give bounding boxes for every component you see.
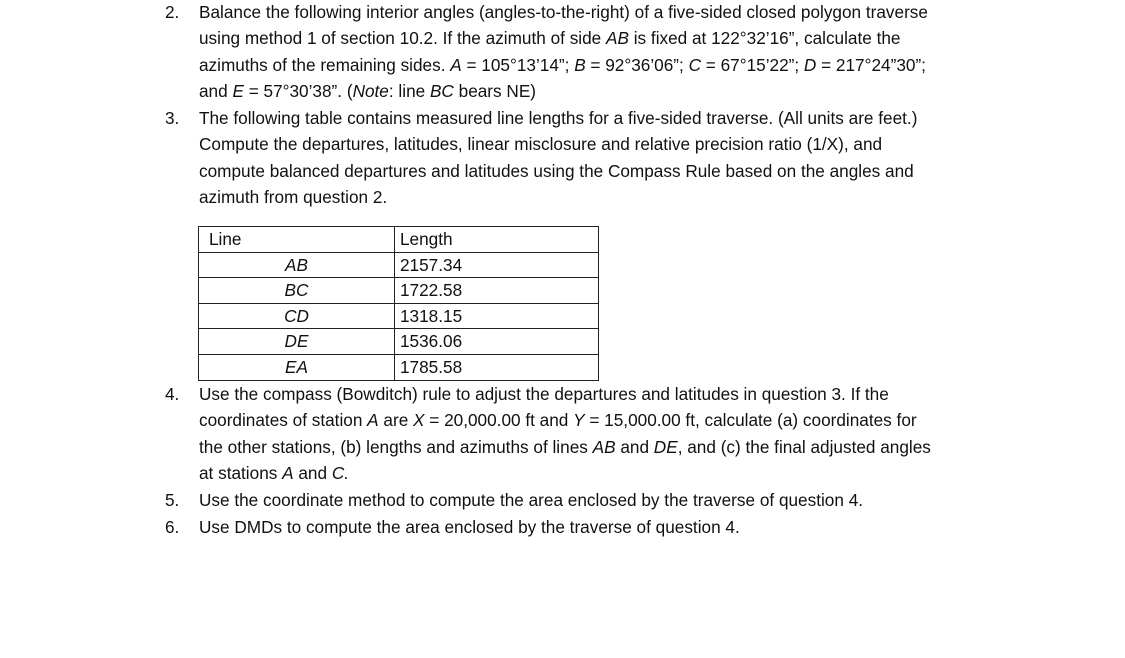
text-run: The following table contains measured line lengths for a five-sided traverse. (All units are feet.) (199, 108, 918, 128)
cell-length: 2157.34 (395, 252, 599, 278)
italic-symbol: A (450, 54, 462, 75)
table-row (199, 354, 599, 380)
text-run: = 217°24”30”; (816, 54, 926, 75)
text-run: at stations (199, 463, 283, 484)
italic-symbol: BC (429, 81, 454, 102)
italic-symbol: D (803, 54, 817, 75)
text-run: = 15,000.00 ft, calculate (a) coordinates for (584, 410, 917, 431)
text-run: and (199, 81, 233, 102)
text-run: azimuth from question 2. (199, 187, 388, 208)
table-row (199, 303, 599, 329)
question-text-line (199, 52, 999, 78)
cell-length: 1722.58 (395, 278, 599, 304)
question-text-line (199, 158, 999, 184)
italic-symbol: C (688, 54, 701, 75)
text-run: is fixed at 122°32’16”, calculate the (628, 28, 901, 49)
question-text-line (199, 487, 999, 513)
question-text-line (199, 460, 999, 486)
cell-length: 1785.58 (395, 354, 599, 380)
text-run: = 67°15’22”; (701, 54, 804, 75)
question-text-line (199, 434, 999, 460)
text-run: = 105°13’14”; (461, 54, 575, 75)
text-run: and (293, 463, 332, 484)
question-number: 2. (165, 2, 180, 22)
text-run: Use the coordinate method to compute the area enclosed by the traverse of question 4. (199, 490, 864, 510)
italic-symbol: A (367, 410, 379, 431)
cell-length: 1536.06 (395, 329, 599, 355)
question-text-line (199, 0, 999, 25)
line-length-table (198, 226, 599, 381)
text-run: , and (c) the final adjusted angles (677, 436, 931, 457)
cell-line: EA (199, 354, 395, 380)
question-text-line (199, 514, 999, 540)
question-number: 4. (165, 384, 180, 404)
question-number: 6. (165, 517, 180, 537)
table-header-row (199, 227, 599, 253)
text-run: bears NE) (453, 81, 537, 102)
question-body (199, 514, 999, 540)
text-run: the other stations, (b) lengths and azimuths of lines (199, 436, 593, 457)
header-length: Length (395, 227, 599, 253)
text-run: Use DMDs to compute the area enclosed by the traverse of question 4. (199, 517, 740, 537)
text-run: using method 1 of section 10.2. If the azimuth of side (199, 28, 607, 49)
question-body (199, 381, 999, 487)
cell-line: AB (199, 252, 395, 278)
text-run: and (615, 436, 654, 457)
italic-symbol: B (574, 54, 586, 75)
question-text-line (199, 78, 999, 104)
question-text-line (199, 25, 999, 51)
question-number: 3. (165, 108, 180, 128)
italic-symbol: AB (592, 436, 616, 457)
table-row (199, 329, 599, 355)
text-run: are (378, 410, 414, 431)
italic-symbol: DE (653, 436, 678, 457)
question-text-line (199, 407, 999, 433)
text-run: = 92°36’06”; (585, 54, 689, 75)
question-text-line (199, 131, 999, 157)
text-run: = 20,000.00 ft and (424, 410, 574, 431)
cell-length: 1318.15 (395, 303, 599, 329)
italic-symbol: Note (352, 81, 389, 102)
text-run: Compute the departures, latitudes, linear misclosure and relative precision ratio (1/X), and (199, 134, 883, 155)
question-number: 5. (165, 490, 180, 510)
cell-line: CD (199, 303, 395, 329)
line-length-table-wrap (198, 226, 599, 381)
italic-symbol: C. (331, 463, 350, 484)
table-row (199, 278, 599, 304)
text-run: azimuths of the remaining sides. (199, 54, 451, 75)
cell-line: BC (199, 278, 395, 304)
question-text-line (199, 105, 999, 131)
italic-symbol: E (232, 81, 244, 102)
italic-symbol: Y (573, 410, 585, 431)
question-text-line (199, 184, 999, 210)
header-line: Line (199, 227, 395, 253)
text-run: coordinates of station (199, 410, 368, 431)
table-row (199, 252, 599, 278)
text-run: Balance the following interior angles (angles-to-the-right) of a five-sided closed polygon traverse (199, 2, 928, 22)
question-body (199, 0, 999, 105)
italic-symbol: X (413, 410, 425, 431)
question-text-line (199, 381, 999, 407)
text-run: : line (388, 81, 430, 102)
italic-symbol: AB (606, 28, 629, 49)
cell-line: DE (199, 329, 395, 355)
text-run: compute balanced departures and latitudes using the Compass Rule based on the angles and (199, 160, 914, 181)
question-body (199, 105, 999, 211)
italic-symbol: A (282, 463, 294, 484)
text-run: Use the compass (Bowditch) rule to adjust the departures and latitudes in question 3. If the (199, 384, 889, 404)
text-run: = 57°30’38”. ( (243, 81, 353, 102)
question-body (199, 487, 999, 513)
